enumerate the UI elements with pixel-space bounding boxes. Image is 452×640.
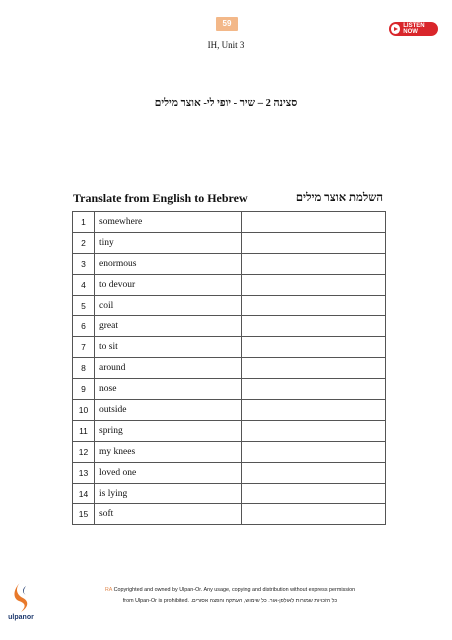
row-number: 5: [73, 295, 95, 316]
row-number: 9: [73, 379, 95, 400]
listen-now-label: LISTEN NOW: [403, 23, 425, 35]
table-row: [73, 337, 386, 358]
english-word: soft: [95, 504, 242, 525]
english-word: nose: [95, 379, 242, 400]
row-number: 12: [73, 441, 95, 462]
english-word: my knees: [95, 441, 242, 462]
logo-text: ulpanor: [8, 614, 34, 621]
table-row: [73, 212, 386, 233]
row-number: 1: [73, 212, 95, 233]
english-word: is lying: [95, 483, 242, 504]
english-word: spring: [95, 420, 242, 441]
english-word: tiny: [95, 232, 242, 253]
play-icon: [391, 24, 400, 34]
page-number-badge: 59: [216, 17, 238, 31]
hebrew-answer-cell[interactable]: [242, 212, 386, 233]
table-row: [73, 232, 386, 253]
table-row: [73, 420, 386, 441]
english-word: somewhere: [95, 212, 242, 233]
hebrew-answer-cell[interactable]: [242, 295, 386, 316]
table-row: [73, 400, 386, 421]
row-number: 13: [73, 462, 95, 483]
hebrew-answer-cell[interactable]: [242, 316, 386, 337]
english-word: outside: [95, 400, 242, 421]
ulpanor-logo: [3, 576, 39, 624]
row-number: 7: [73, 337, 95, 358]
instruction-hebrew: השלמת אוצר מילים: [295, 192, 383, 204]
table-row: [73, 253, 386, 274]
unit-label: IH, Unit 3: [207, 40, 245, 50]
row-number: 15: [73, 504, 95, 525]
row-number: 4: [73, 274, 95, 295]
page-title: סצינה 2 – שיר - יופי לי- אוצר מילים: [154, 98, 298, 109]
row-number: 14: [73, 483, 95, 504]
hebrew-answer-cell[interactable]: [242, 337, 386, 358]
english-word: great: [95, 316, 242, 337]
listen-now-button[interactable]: [389, 22, 438, 36]
row-number: 10: [73, 400, 95, 421]
table-row: [73, 316, 386, 337]
english-word: enormous: [95, 253, 242, 274]
table-row: [73, 379, 386, 400]
english-word: to devour: [95, 274, 242, 295]
hebrew-answer-cell[interactable]: [242, 379, 386, 400]
row-number: 8: [73, 358, 95, 379]
table-row: [73, 274, 386, 295]
english-word: loved one: [95, 462, 242, 483]
table-row: [73, 462, 386, 483]
table-row: [73, 504, 386, 525]
hebrew-answer-cell[interactable]: [242, 441, 386, 462]
hebrew-answer-cell[interactable]: [242, 358, 386, 379]
row-number: 11: [73, 420, 95, 441]
table-row: [73, 441, 386, 462]
row-number: 3: [73, 253, 95, 274]
vocabulary-table: [72, 211, 386, 525]
table-row: [73, 358, 386, 379]
english-word: around: [95, 358, 242, 379]
hebrew-answer-cell[interactable]: [242, 400, 386, 421]
hebrew-answer-cell[interactable]: [242, 483, 386, 504]
hebrew-answer-cell[interactable]: [242, 420, 386, 441]
hebrew-answer-cell[interactable]: [242, 253, 386, 274]
footer-line-1: Copyrighted and owned by Ulpan-Or. Any usage, copying and distribution without express permission: [112, 587, 356, 593]
english-word: to sit: [95, 337, 242, 358]
row-number: 2: [73, 232, 95, 253]
hebrew-answer-cell[interactable]: [242, 504, 386, 525]
footer-code: RA: [104, 587, 113, 593]
hebrew-answer-cell[interactable]: [242, 232, 386, 253]
row-number: 6: [73, 316, 95, 337]
english-word: coil: [95, 295, 242, 316]
table-row: [73, 483, 386, 504]
hebrew-answer-cell[interactable]: [242, 274, 386, 295]
table-row: [73, 295, 386, 316]
copyright-footer: [60, 585, 400, 607]
instruction-english: Translate from English to Hebrew: [73, 191, 248, 205]
hebrew-answer-cell[interactable]: [242, 462, 386, 483]
footer-line-2: from Ulpan-Or is prohibited. .כל הזכויות שמורות לאולפן-אור. כל שימוש, העתקה והפצה אסורים: [122, 598, 338, 604]
